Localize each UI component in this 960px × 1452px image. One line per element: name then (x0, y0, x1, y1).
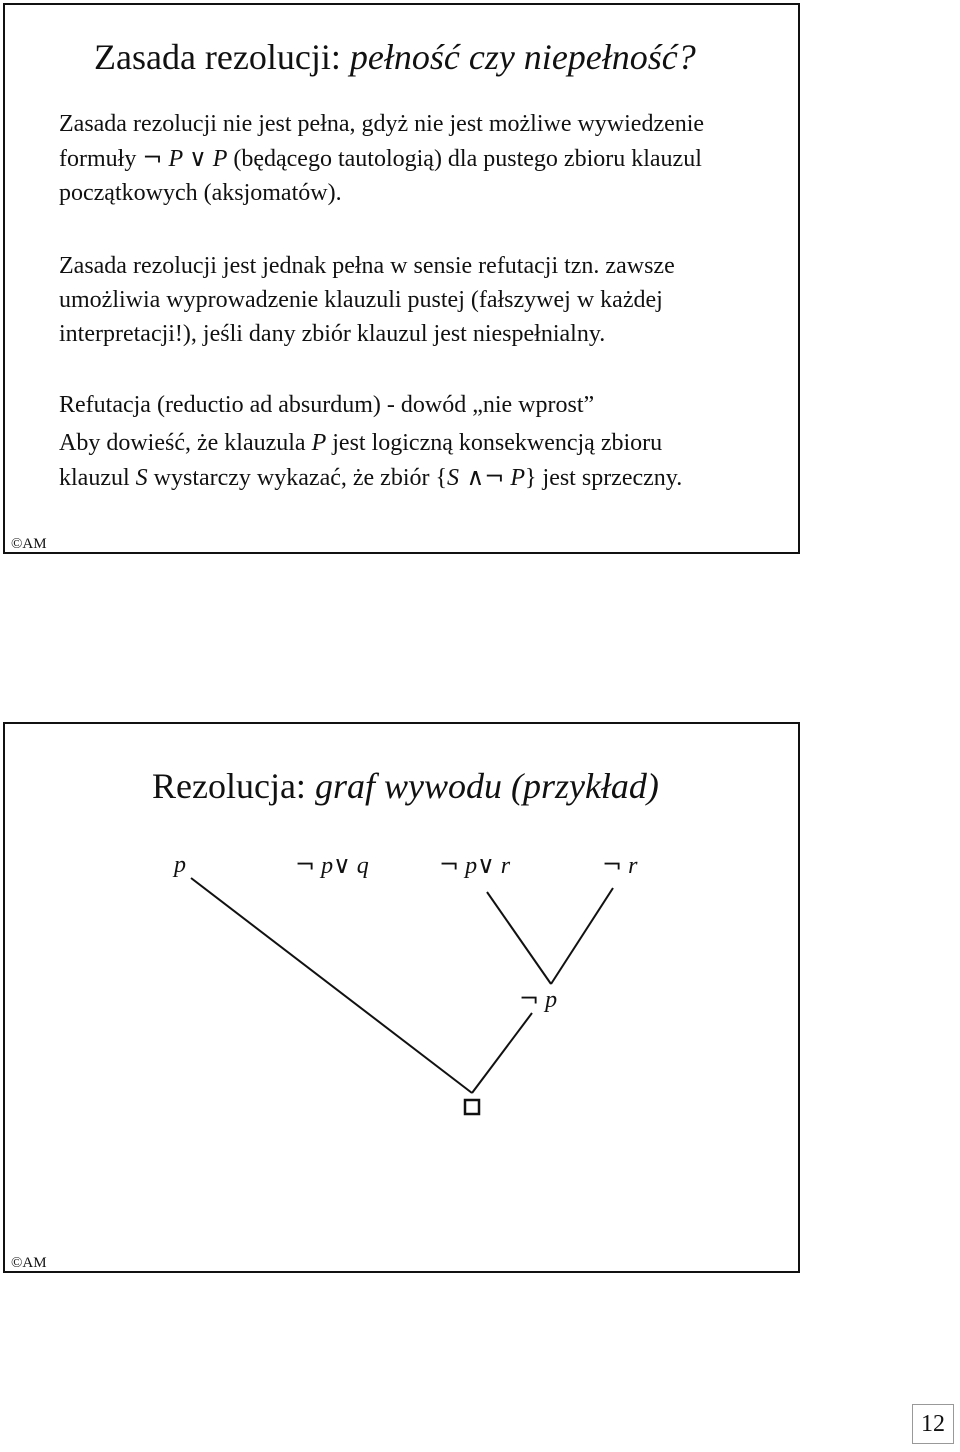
title-italic: pełność czy niepełność? (349, 37, 696, 77)
slide-1 (3, 3, 800, 554)
p3-line-3 (59, 460, 682, 495)
p2-line-3: interpretacji!), jeśli dany zbiór klauzul jest niespełnialny. (59, 321, 606, 347)
and-symbol: ∧ (459, 463, 485, 491)
p1-line-2 (59, 141, 704, 176)
edge-p-to-empty (191, 878, 472, 1093)
var-p: p (465, 853, 478, 879)
node-p: p (174, 852, 186, 878)
var-p: p (545, 987, 558, 1013)
p1-line-3: początkowych (aksjomatów). (59, 180, 342, 206)
derivation-tree-edges (5, 724, 802, 1275)
var-S: S (447, 465, 460, 491)
var-r: r (500, 853, 511, 879)
p1-l2-post: (będącego tautologią) dla pustego zbioru klauzul (227, 146, 702, 172)
empty-clause-square (465, 1100, 479, 1114)
p3-l2-pre: Aby dowieść, że klauzula (59, 430, 312, 456)
node-not-r (602, 853, 637, 878)
negation-symbol: ¬ (602, 851, 623, 879)
p3-l3-mid: wystarczy wykazać, że zbiór { (147, 465, 448, 491)
node-not-p (519, 987, 557, 1012)
p1-line-1: Zasada rezolucji nie jest pełna, gdyż nie jest możliwe wywiedzenie (59, 111, 705, 137)
negation-symbol: ¬ (519, 985, 540, 1013)
or-symbol: ∨ (333, 851, 351, 879)
node-not-p-or-q (295, 853, 369, 878)
negation-symbol: ¬ (295, 851, 316, 879)
negation-symbol: ¬ (484, 463, 505, 491)
paragraph-refutation-completeness (59, 249, 675, 351)
var-P: P (311, 430, 327, 456)
or-symbol: ∨ (477, 851, 495, 879)
var-P: P (510, 465, 525, 491)
p3-l3-post: } jest sprzeczny. (525, 465, 683, 491)
edge-notr-to-notp (551, 888, 613, 984)
p2-line-1: Zasada rezolucji jest jednak pełna w sensie refutacji tzn. zawsze (59, 253, 675, 279)
negation-symbol: ¬ (439, 851, 460, 879)
p2-line-2: umożliwia wyprowadzenie klauzuli pustej (fałszywej w każdej (59, 287, 663, 313)
slide-1-title (94, 39, 696, 75)
slide-2 (3, 722, 800, 1273)
p3-l2-post: jest logiczną konsekwencją zbioru (326, 430, 663, 456)
copyright-footer: ©AM (11, 536, 47, 552)
paragraph-completeness (59, 107, 704, 210)
title-italic: graf wywodu (przykład) (314, 766, 659, 806)
copyright-footer: ©AM (11, 1255, 47, 1271)
var-q: q (356, 853, 369, 879)
var-S: S (135, 465, 148, 491)
node-not-p-or-r (439, 853, 510, 878)
var-r: r (628, 853, 638, 879)
var-P: P (168, 146, 184, 172)
var-P: P (212, 146, 228, 172)
p3-line-1: Refutacja (reductio ad absurdum) - dowód „nie wprost” (59, 392, 595, 418)
var-p: p (321, 853, 334, 879)
paragraph-refutation (59, 388, 682, 495)
or-symbol: ∨ (189, 144, 207, 172)
p3-line-2 (59, 426, 682, 460)
edge-notp-to-empty (472, 1013, 532, 1093)
negation-symbol: ¬ (142, 144, 163, 172)
edge-notp-or-r-to-notp (487, 892, 551, 984)
title-plain: Zasada rezolucji: (94, 37, 350, 77)
page-number: 12 (912, 1404, 954, 1444)
title-plain: Rezolucja: (152, 766, 315, 806)
p3-l3-pre: klauzul (59, 465, 136, 491)
p1-l2-pre: formuły (59, 146, 143, 172)
